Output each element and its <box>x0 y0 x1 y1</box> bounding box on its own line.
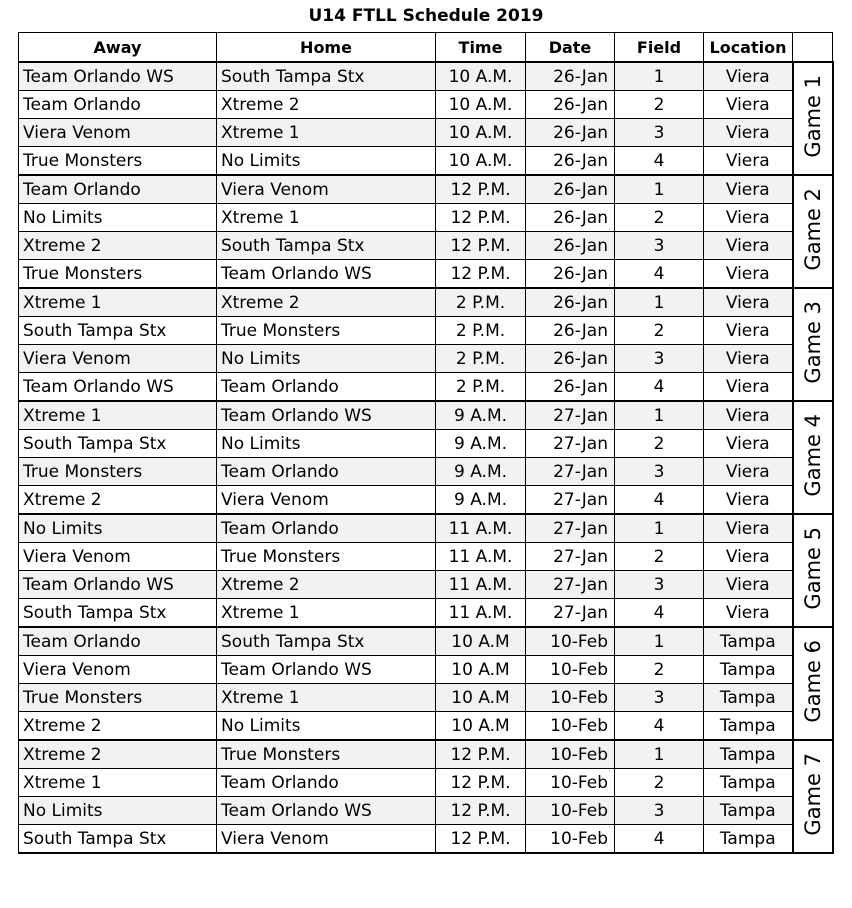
away-cell: Xtreme 2 <box>19 740 217 769</box>
header-home: Home <box>217 33 436 63</box>
home-cell: Viera Venom <box>217 175 436 204</box>
game-group-label <box>793 514 833 627</box>
table-row <box>19 204 833 232</box>
home-cell: Xtreme 2 <box>217 571 436 599</box>
game-group-label <box>793 401 833 514</box>
field-cell: 3 <box>615 119 704 147</box>
home-cell: Xtreme 1 <box>217 204 436 232</box>
home-cell: Xtreme 1 <box>217 684 436 712</box>
table-row <box>19 656 833 684</box>
home-cell: Team Orlando WS <box>217 656 436 684</box>
time-cell: 2 P.M. <box>436 345 526 373</box>
date-cell: 10-Feb <box>526 712 615 741</box>
away-cell: Viera Venom <box>19 543 217 571</box>
table-row <box>19 401 833 430</box>
field-cell: 1 <box>615 627 704 656</box>
away-cell: No Limits <box>19 797 217 825</box>
home-cell: No Limits <box>217 712 436 741</box>
table-row <box>19 486 833 515</box>
header-location: Location <box>704 33 793 63</box>
field-cell: 3 <box>615 232 704 260</box>
date-cell: 26-Jan <box>526 345 615 373</box>
field-cell: 3 <box>615 797 704 825</box>
away-cell: Xtreme 2 <box>19 486 217 515</box>
away-cell: True Monsters <box>19 147 217 176</box>
time-cell: 10 A.M. <box>436 91 526 119</box>
date-cell: 10-Feb <box>526 656 615 684</box>
field-cell: 4 <box>615 147 704 176</box>
location-cell: Viera <box>704 543 793 571</box>
location-cell: Tampa <box>704 740 793 769</box>
home-cell: Xtreme 2 <box>217 91 436 119</box>
field-cell: 1 <box>615 401 704 430</box>
field-cell: 1 <box>615 514 704 543</box>
away-cell: Xtreme 1 <box>19 401 217 430</box>
table-row <box>19 514 833 543</box>
away-cell: Viera Venom <box>19 119 217 147</box>
time-cell: 12 P.M. <box>436 232 526 260</box>
home-cell: Team Orlando <box>217 514 436 543</box>
time-cell: 10 A.M <box>436 684 526 712</box>
location-cell: Viera <box>704 599 793 628</box>
home-cell: No Limits <box>217 147 436 176</box>
field-cell: 2 <box>615 769 704 797</box>
table-row <box>19 458 833 486</box>
time-cell: 11 A.M. <box>436 571 526 599</box>
field-cell: 2 <box>615 543 704 571</box>
time-cell: 12 P.M. <box>436 260 526 289</box>
field-cell: 1 <box>615 175 704 204</box>
location-cell: Tampa <box>704 769 793 797</box>
away-cell: True Monsters <box>19 458 217 486</box>
time-cell: 11 A.M. <box>436 543 526 571</box>
away-cell: Viera Venom <box>19 656 217 684</box>
home-cell: Team Orlando <box>217 769 436 797</box>
table-row <box>19 797 833 825</box>
date-cell: 26-Jan <box>526 232 615 260</box>
location-cell: Viera <box>704 204 793 232</box>
home-cell: Team Orlando <box>217 458 436 486</box>
time-cell: 2 P.M. <box>436 373 526 402</box>
time-cell: 10 A.M. <box>436 147 526 176</box>
location-cell: Viera <box>704 119 793 147</box>
time-cell: 10 A.M <box>436 656 526 684</box>
table-row <box>19 825 833 854</box>
location-cell: Viera <box>704 486 793 515</box>
field-cell: 3 <box>615 458 704 486</box>
time-cell: 12 P.M. <box>436 175 526 204</box>
game-label-text: Game 6 <box>800 639 825 723</box>
location-cell: Viera <box>704 514 793 543</box>
table-row <box>19 232 833 260</box>
home-cell: Team Orlando WS <box>217 401 436 430</box>
home-cell: Team Orlando WS <box>217 797 436 825</box>
game-group-label <box>793 740 833 853</box>
game-group-label <box>793 627 833 740</box>
date-cell: 27-Jan <box>526 458 615 486</box>
table-row <box>19 543 833 571</box>
away-cell: True Monsters <box>19 684 217 712</box>
time-cell: 9 A.M. <box>436 486 526 515</box>
time-cell: 2 P.M. <box>436 317 526 345</box>
away-cell: Xtreme 2 <box>19 232 217 260</box>
date-cell: 27-Jan <box>526 571 615 599</box>
away-cell: South Tampa Stx <box>19 430 217 458</box>
table-row <box>19 62 833 91</box>
home-cell: No Limits <box>217 430 436 458</box>
schedule-table <box>18 32 834 854</box>
away-cell: Team Orlando WS <box>19 373 217 402</box>
table-row <box>19 769 833 797</box>
away-cell: South Tampa Stx <box>19 825 217 854</box>
away-cell: Team Orlando <box>19 175 217 204</box>
location-cell: Viera <box>704 345 793 373</box>
field-cell: 4 <box>615 486 704 515</box>
home-cell: Team Orlando WS <box>217 260 436 289</box>
time-cell: 9 A.M. <box>436 401 526 430</box>
table-row <box>19 712 833 741</box>
table-row <box>19 147 833 176</box>
home-cell: True Monsters <box>217 543 436 571</box>
field-cell: 4 <box>615 712 704 741</box>
location-cell: Tampa <box>704 825 793 854</box>
date-cell: 27-Jan <box>526 486 615 515</box>
away-cell: Team Orlando WS <box>19 62 217 91</box>
location-cell: Viera <box>704 317 793 345</box>
location-cell: Viera <box>704 401 793 430</box>
table-row <box>19 288 833 317</box>
away-cell: True Monsters <box>19 260 217 289</box>
field-cell: 3 <box>615 571 704 599</box>
home-cell: Xtreme 1 <box>217 599 436 628</box>
header-row <box>19 33 833 63</box>
table-row <box>19 373 833 402</box>
time-cell: 10 A.M. <box>436 62 526 91</box>
time-cell: 12 P.M. <box>436 740 526 769</box>
date-cell: 26-Jan <box>526 119 615 147</box>
location-cell: Viera <box>704 288 793 317</box>
game-group-label <box>793 62 833 175</box>
game-label-text: Game 2 <box>800 187 825 271</box>
away-cell: Team Orlando <box>19 627 217 656</box>
field-cell: 1 <box>615 740 704 769</box>
home-cell: South Tampa Stx <box>217 62 436 91</box>
away-cell: Viera Venom <box>19 345 217 373</box>
location-cell: Tampa <box>704 684 793 712</box>
date-cell: 26-Jan <box>526 373 615 402</box>
field-cell: 4 <box>615 599 704 628</box>
time-cell: 12 P.M. <box>436 825 526 854</box>
game-label-text: Game 3 <box>800 300 825 384</box>
location-cell: Viera <box>704 62 793 91</box>
table-row <box>19 119 833 147</box>
field-cell: 4 <box>615 260 704 289</box>
location-cell: Viera <box>704 147 793 176</box>
field-cell: 2 <box>615 430 704 458</box>
location-cell: Viera <box>704 458 793 486</box>
away-cell: Xtreme 1 <box>19 769 217 797</box>
date-cell: 10-Feb <box>526 684 615 712</box>
location-cell: Tampa <box>704 712 793 741</box>
time-cell: 10 A.M <box>436 627 526 656</box>
home-cell: South Tampa Stx <box>217 232 436 260</box>
time-cell: 12 P.M. <box>436 204 526 232</box>
location-cell: Viera <box>704 373 793 402</box>
date-cell: 10-Feb <box>526 740 615 769</box>
date-cell: 10-Feb <box>526 769 615 797</box>
away-cell: Xtreme 2 <box>19 712 217 741</box>
game-label-text: Game 1 <box>800 74 825 158</box>
location-cell: Viera <box>704 260 793 289</box>
time-cell: 10 A.M. <box>436 119 526 147</box>
schedule-title: U14 FTLL Schedule 2019 <box>308 6 544 26</box>
home-cell: Viera Venom <box>217 825 436 854</box>
date-cell: 26-Jan <box>526 91 615 119</box>
game-group-label <box>793 175 833 288</box>
home-cell: No Limits <box>217 345 436 373</box>
table-row <box>19 345 833 373</box>
date-cell: 27-Jan <box>526 514 615 543</box>
away-cell: Xtreme 1 <box>19 288 217 317</box>
home-cell: Xtreme 2 <box>217 288 436 317</box>
date-cell: 10-Feb <box>526 825 615 854</box>
location-cell: Viera <box>704 91 793 119</box>
time-cell: 10 A.M <box>436 712 526 741</box>
date-cell: 26-Jan <box>526 204 615 232</box>
field-cell: 1 <box>615 288 704 317</box>
date-cell: 27-Jan <box>526 599 615 628</box>
home-cell: True Monsters <box>217 740 436 769</box>
table-row <box>19 91 833 119</box>
home-cell: Xtreme 1 <box>217 119 436 147</box>
location-cell: Viera <box>704 571 793 599</box>
date-cell: 27-Jan <box>526 543 615 571</box>
home-cell: South Tampa Stx <box>217 627 436 656</box>
field-cell: 2 <box>615 656 704 684</box>
away-cell: Team Orlando <box>19 91 217 119</box>
date-cell: 26-Jan <box>526 317 615 345</box>
time-cell: 11 A.M. <box>436 514 526 543</box>
field-cell: 3 <box>615 345 704 373</box>
game-label-text: Game 7 <box>800 752 825 836</box>
date-cell: 26-Jan <box>526 175 615 204</box>
game-label-text: Game 5 <box>800 526 825 610</box>
schedule-body <box>19 62 833 853</box>
location-cell: Viera <box>704 175 793 204</box>
date-cell: 26-Jan <box>526 260 615 289</box>
time-cell: 9 A.M. <box>436 430 526 458</box>
time-cell: 9 A.M. <box>436 458 526 486</box>
field-cell: 4 <box>615 373 704 402</box>
location-cell: Tampa <box>704 656 793 684</box>
field-cell: 1 <box>615 62 704 91</box>
field-cell: 3 <box>615 684 704 712</box>
date-cell: 27-Jan <box>526 430 615 458</box>
table-row <box>19 684 833 712</box>
date-cell: 10-Feb <box>526 797 615 825</box>
table-row <box>19 430 833 458</box>
header-game-blank <box>793 33 833 63</box>
field-cell: 4 <box>615 825 704 854</box>
time-cell: 12 P.M. <box>436 797 526 825</box>
table-row <box>19 599 833 628</box>
away-cell: No Limits <box>19 514 217 543</box>
table-row <box>19 317 833 345</box>
field-cell: 2 <box>615 204 704 232</box>
location-cell: Tampa <box>704 627 793 656</box>
header-date: Date <box>526 33 615 63</box>
location-cell: Tampa <box>704 797 793 825</box>
location-cell: Viera <box>704 232 793 260</box>
table-row <box>19 175 833 204</box>
date-cell: 26-Jan <box>526 288 615 317</box>
table-row <box>19 627 833 656</box>
home-cell: Team Orlando <box>217 373 436 402</box>
away-cell: Team Orlando WS <box>19 571 217 599</box>
table-row <box>19 260 833 289</box>
time-cell: 11 A.M. <box>436 599 526 628</box>
away-cell: South Tampa Stx <box>19 317 217 345</box>
header-away: Away <box>19 33 217 63</box>
header-time: Time <box>436 33 526 63</box>
home-cell: Viera Venom <box>217 486 436 515</box>
field-cell: 2 <box>615 317 704 345</box>
date-cell: 26-Jan <box>526 147 615 176</box>
date-cell: 27-Jan <box>526 401 615 430</box>
away-cell: South Tampa Stx <box>19 599 217 628</box>
header-field: Field <box>615 33 704 63</box>
field-cell: 2 <box>615 91 704 119</box>
table-row <box>19 740 833 769</box>
time-cell: 2 P.M. <box>436 288 526 317</box>
home-cell: True Monsters <box>217 317 436 345</box>
location-cell: Viera <box>704 430 793 458</box>
time-cell: 12 P.M. <box>436 769 526 797</box>
away-cell: No Limits <box>19 204 217 232</box>
table-row <box>19 571 833 599</box>
date-cell: 10-Feb <box>526 627 615 656</box>
date-cell: 26-Jan <box>526 62 615 91</box>
game-label-text: Game 4 <box>800 413 825 497</box>
game-group-label <box>793 288 833 401</box>
